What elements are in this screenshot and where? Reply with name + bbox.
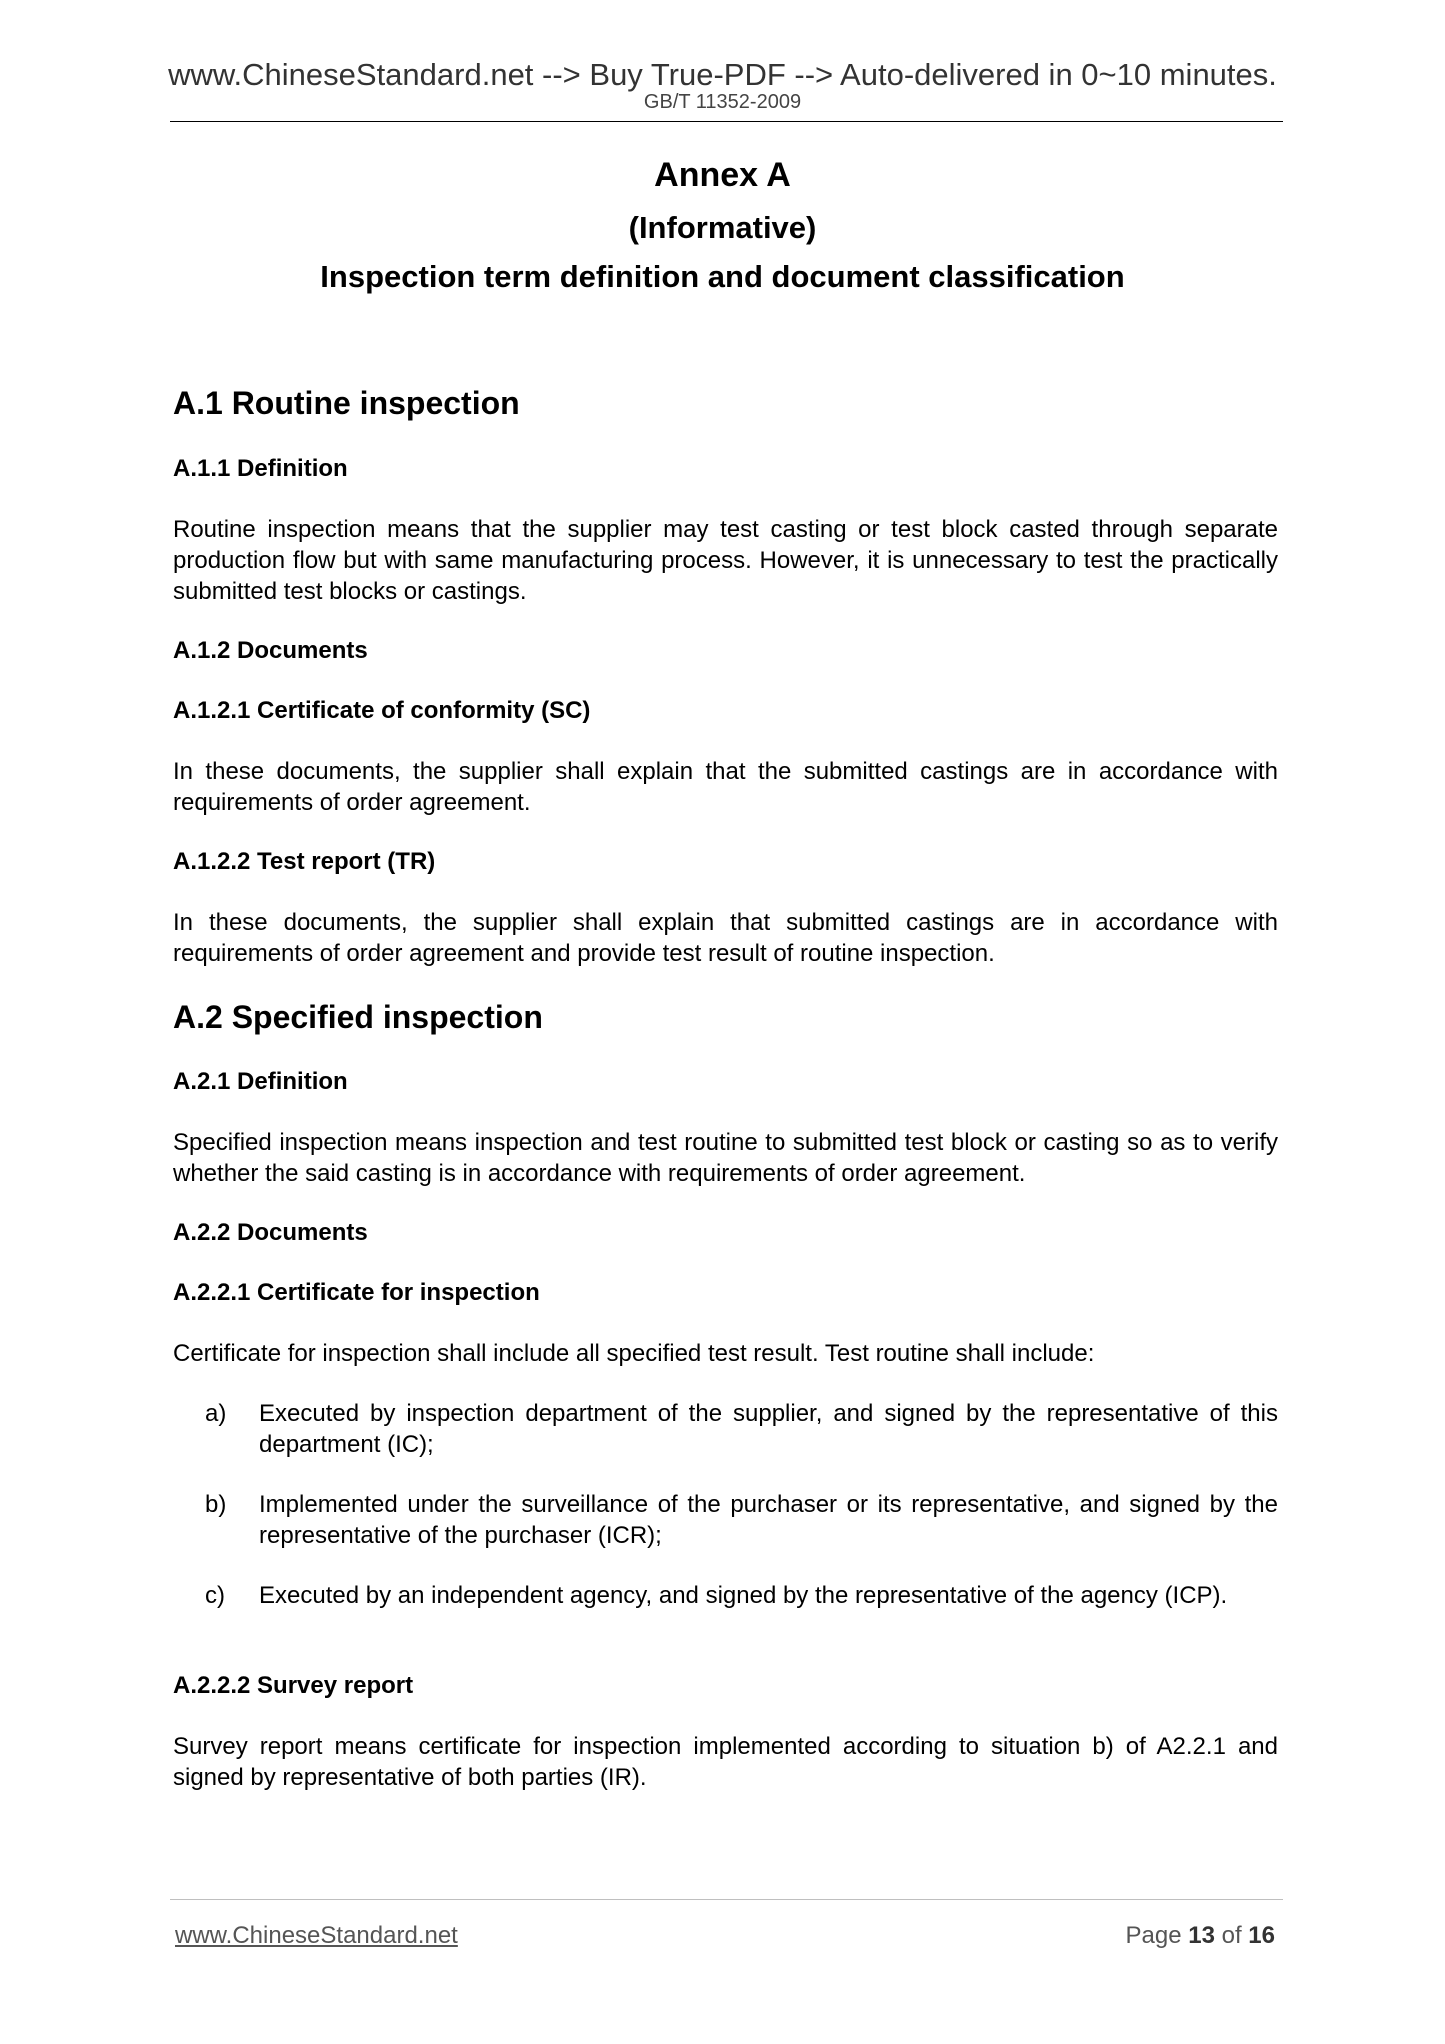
paragraph-a2-1: Specified inspection means inspection and test routine to submitted test block or casting so as to verify whether the said casting is in accordance with requirements of order agreement. <box>173 1129 1278 1187</box>
paragraph-a2-2-1: Certificate for inspection shall include all specified test result. Test routine shall include: <box>173 1340 1095 1367</box>
standard-code: GB/T 11352-2009 <box>643 91 802 113</box>
page-of: of <box>1221 1922 1242 1949</box>
page-number <box>1126 1922 1276 1950</box>
list-item-text: Executed by an independent agency, and signed by the representative of the agency (ICP). <box>259 1582 1228 1609</box>
section-heading-a2: A.2 Specified inspection <box>173 999 543 1035</box>
list-marker: a) <box>205 1400 227 1427</box>
subsection-heading-a2-2: A.2.2 Documents <box>173 1219 368 1246</box>
page-prefix: Page <box>1125 1922 1182 1949</box>
page-current: 13 <box>1188 1922 1215 1949</box>
paragraph-a1-1: Routine inspection means that the supplier may test casting or test block casted through separate production flow but with same manufacturing process. However, it is unnecessary to test the practically submitted test blocks or castings. <box>173 516 1278 605</box>
paragraph-a2-2-2: Survey report means certificate for inspection implemented according to situation b) of A2.2.1 and signed by representative of both parties (IR). <box>173 1733 1278 1791</box>
header-banner-link[interactable]: www.ChineseStandard.net --> Buy True-PDF --> Auto-delivered in 0~10 minutes. <box>168 57 1277 92</box>
annex-title: Inspection term definition and document classification <box>320 259 1125 294</box>
list-item-text: Implemented under the surveillance of the purchaser or its representative, and signed by the representative of the purchaser (ICR); <box>259 1491 1278 1549</box>
subsection-heading-a2-1: A.2.1 Definition <box>173 1068 348 1095</box>
subsection-heading-a1-2-1: A.1.2.1 Certificate of conformity (SC) <box>173 697 591 724</box>
footer-divider <box>170 1899 1283 1900</box>
list-marker: c) <box>205 1582 225 1609</box>
list-item-text: Executed by inspection department of the supplier, and signed by the representative of this department (IC); <box>259 1400 1278 1458</box>
section-heading-a1: A.1 Routine inspection <box>173 385 520 421</box>
subsection-heading-a1-2: A.1.2 Documents <box>173 637 368 664</box>
footer-site-link[interactable]: www.ChineseStandard.net <box>175 1922 458 1949</box>
page-total: 16 <box>1248 1922 1275 1949</box>
header-divider <box>170 121 1283 122</box>
subsection-heading-a2-2-2: A.2.2.2 Survey report <box>173 1672 414 1699</box>
subsection-heading-a1-2-2: A.1.2.2 Test report (TR) <box>173 848 436 875</box>
annex-label: Annex A <box>654 156 791 194</box>
list-marker: b) <box>205 1491 227 1518</box>
annex-type: (Informative) <box>628 210 817 245</box>
paragraph-a1-2-1: In these documents, the supplier shall explain that the submitted castings are in accordance with requirements of order agreement. <box>173 758 1278 816</box>
subsection-heading-a1-1: A.1.1 Definition <box>173 455 348 482</box>
subsection-heading-a2-2-1: A.2.2.1 Certificate for inspection <box>173 1279 540 1306</box>
paragraph-a1-2-2: In these documents, the supplier shall explain that submitted castings are in accordance with requirements of order agreement and provide test result of routine inspection. <box>173 909 1278 967</box>
